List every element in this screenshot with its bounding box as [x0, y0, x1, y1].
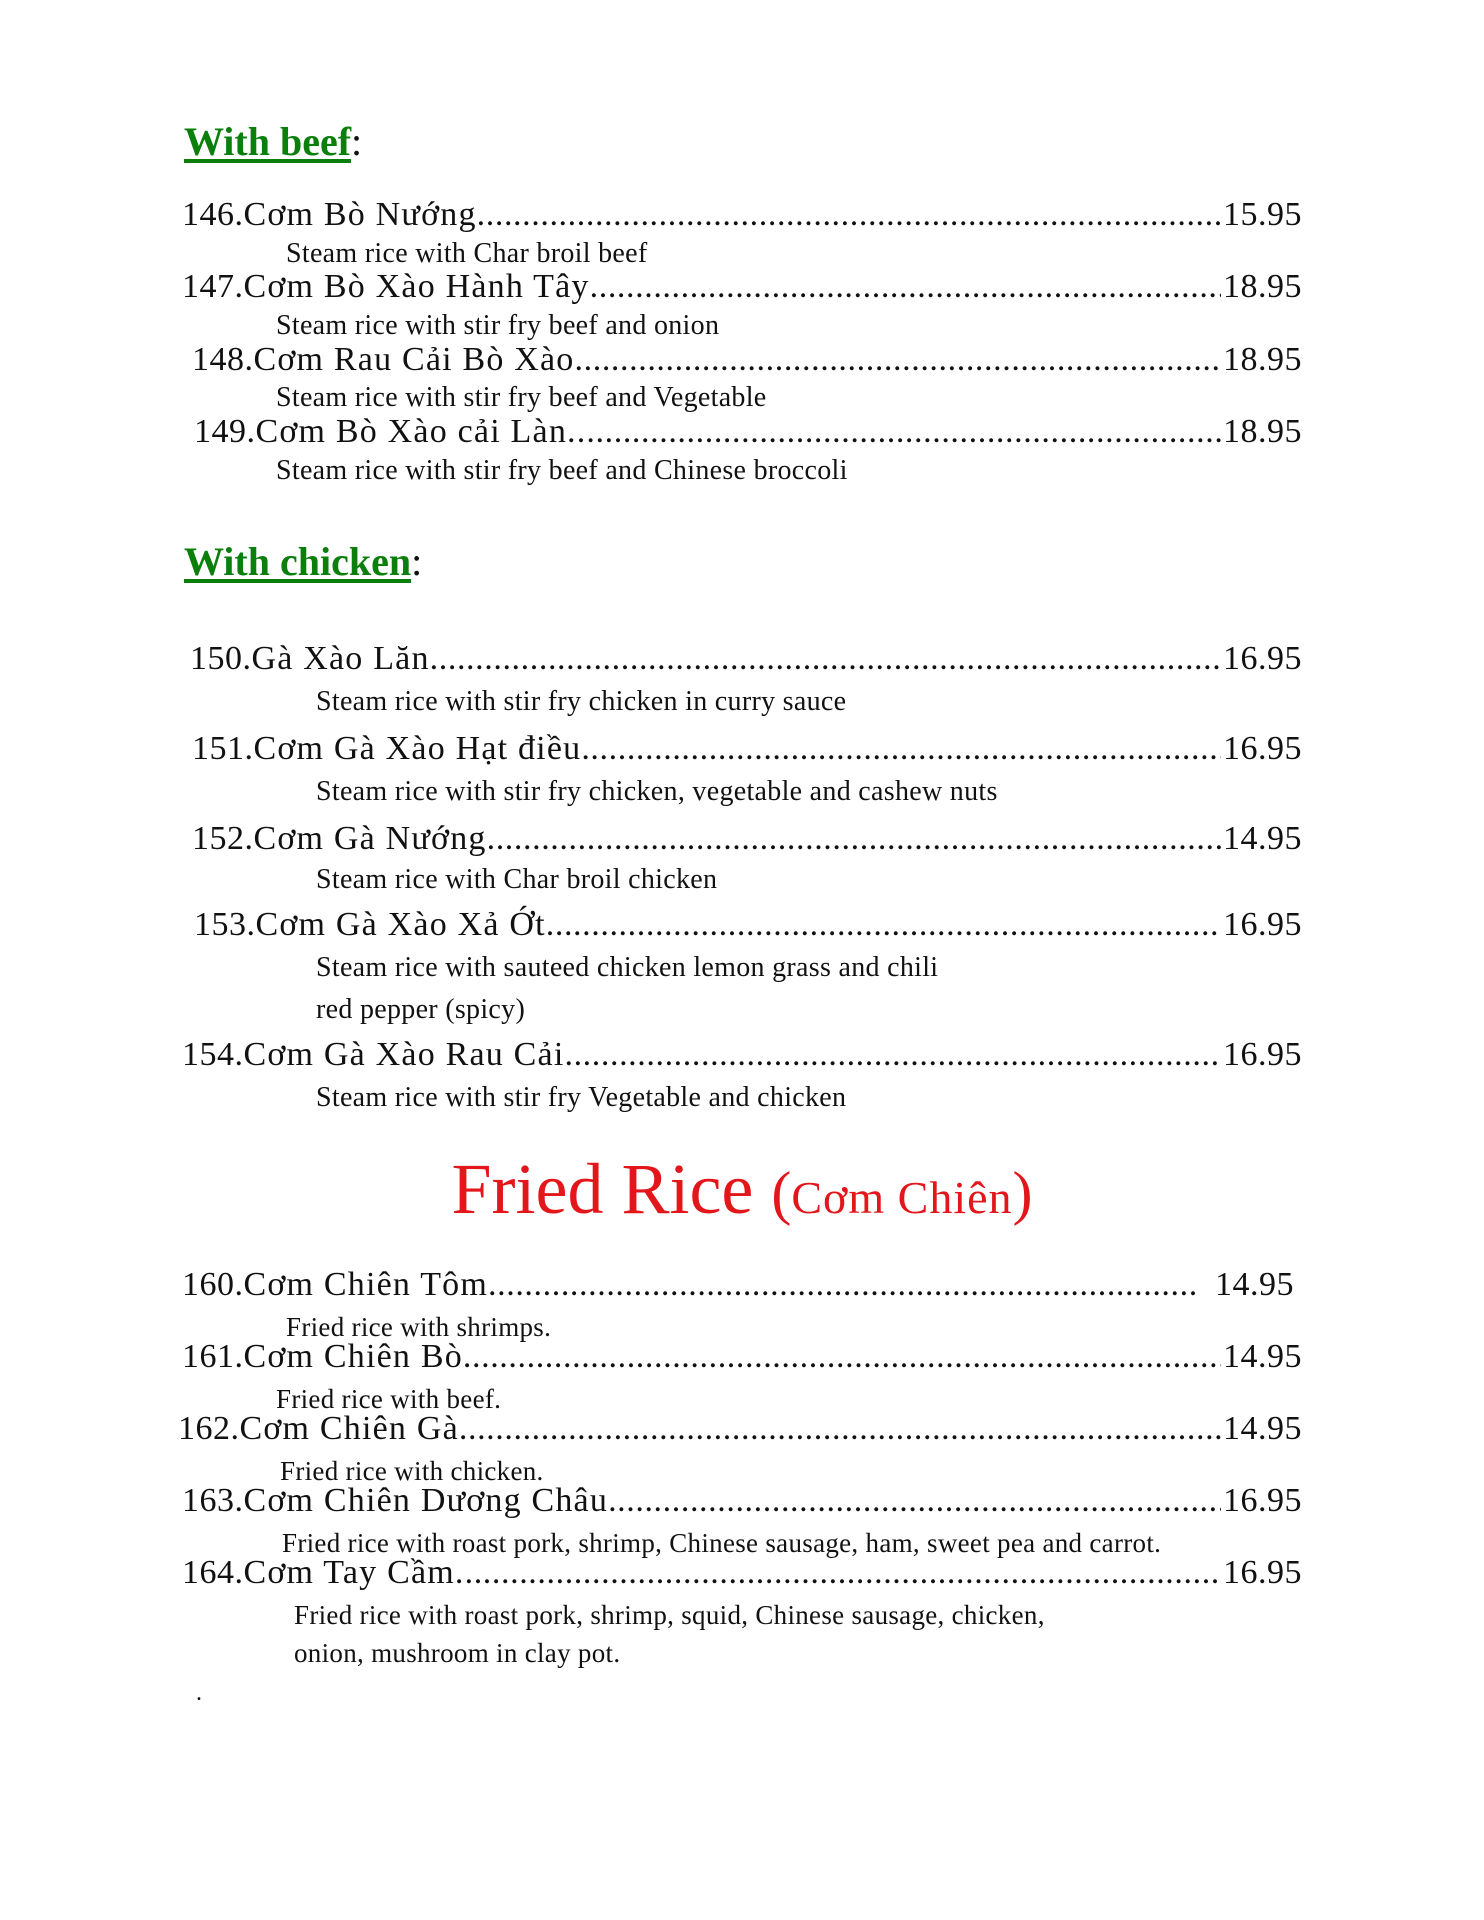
menu-item-154 — [182, 1036, 1302, 1074]
menu-item-160 — [182, 1266, 1294, 1304]
item-name: Cơm Bò Nướng — [243, 196, 477, 233]
item-number: 152. — [192, 820, 254, 857]
item-price: 14.95 — [1223, 820, 1302, 857]
menu-item-163 — [182, 1482, 1302, 1520]
item-number: 154. — [182, 1036, 244, 1073]
item-price: 14.95 — [1223, 1410, 1302, 1447]
item-price: 16.95 — [1223, 1554, 1302, 1591]
item-description: Steam rice with stir fry beef and onion — [276, 310, 720, 341]
section-heading-beef-text: With beef — [184, 119, 352, 164]
item-description: Fried rice with roast pork, shrimp, Chinese sausage, ham, sweet pea and carrot. — [282, 1528, 1162, 1558]
item-name: Cơm Chiên Gà — [239, 1410, 459, 1447]
item-name: Cơm Tay Cầm. — [243, 1554, 465, 1591]
section-heading-colon: : — [351, 119, 363, 164]
leader-dots — [581, 730, 1221, 768]
item-description: Fried rice with roast pork, shrimp, squid, Chinese sausage, chicken, — [294, 1600, 1045, 1630]
item-description: Steam rice with Char broil chicken — [316, 864, 718, 895]
section-heading-chicken-text: With chicken — [184, 539, 412, 584]
menu-item-149 — [182, 413, 1302, 451]
fried-rice-title-open-paren: ( — [771, 1160, 792, 1226]
leader-dots — [488, 1266, 1195, 1304]
item-name: Cơm Chiên Tôm — [243, 1266, 489, 1303]
item-price: 14.95 — [1197, 1266, 1294, 1303]
fried-rice-title-close-paren: ) — [1012, 1160, 1033, 1226]
leader-dots — [459, 1410, 1221, 1448]
item-price: 14.95 — [1223, 1338, 1302, 1375]
menu-item-153 — [182, 906, 1302, 944]
item-number: 162. — [178, 1410, 240, 1447]
item-name: Gà Xào Lăn — [251, 640, 430, 677]
item-name: Cơm Chiên Bò — [243, 1338, 463, 1375]
menu-item-147 — [182, 268, 1302, 306]
leader-dots — [575, 341, 1221, 379]
leader-dots — [463, 1338, 1221, 1376]
item-number: 148. — [192, 341, 254, 378]
item-number: 163. — [182, 1482, 244, 1519]
item-number: 146. — [182, 196, 244, 233]
menu-item-162 — [178, 1410, 1302, 1448]
item-number: 153. — [194, 906, 256, 943]
item-description: Fried rice with beef. — [276, 1384, 502, 1414]
leader-dots — [487, 820, 1221, 858]
item-name: Cơm Rau Cải Bò Xào — [253, 341, 575, 378]
item-number: 164. — [182, 1554, 244, 1591]
menu-item-164 — [182, 1554, 1302, 1592]
item-price: 18.95 — [1223, 413, 1302, 450]
item-price: 15.95 — [1223, 196, 1302, 233]
item-description: Steam rice with Char broil beef — [286, 238, 648, 269]
item-price: 18.95 — [1223, 341, 1302, 378]
leader-dots — [546, 906, 1221, 944]
item-name: Cơm Gà Xào Rau Cải — [243, 1036, 565, 1073]
item-name: Cơm Gà Xào Xả Ớt — [255, 906, 546, 943]
item-number: 150. — [190, 640, 252, 677]
item-price: 16.95 — [1223, 906, 1302, 943]
item-name: Cơm Gà Nướng — [253, 820, 487, 857]
section-heading-beef — [184, 118, 362, 165]
fried-rice-title — [0, 1148, 1484, 1231]
menu-item-146 — [182, 196, 1302, 234]
item-description: Steam rice with stir fry chicken, vegetable and cashew nuts — [316, 776, 998, 807]
item-description: Steam rice with stir fry chicken in curry sauce — [316, 686, 847, 717]
menu-item-161 — [182, 1338, 1302, 1376]
leader-dots — [465, 1554, 1221, 1592]
menu-item-150 — [182, 640, 1302, 678]
item-description: Steam rice with stir fry Vegetable and chicken — [316, 1082, 847, 1113]
leader-dots — [477, 196, 1221, 234]
item-description: Fried rice with shrimps. — [286, 1312, 552, 1342]
item-price: 16.95 — [1223, 1036, 1302, 1073]
section-heading-chicken — [184, 538, 422, 585]
section-heading-colon: : — [411, 539, 423, 584]
leader-dots — [586, 413, 1221, 451]
item-price: 18.95 — [1223, 268, 1302, 305]
item-number: 151. — [192, 730, 254, 767]
item-price: 16.95 — [1223, 640, 1302, 677]
item-description-continued: onion, mushroom in clay pot. — [294, 1638, 621, 1668]
menu-item-148 — [182, 341, 1302, 379]
item-description: Steam rice with stir fry beef and Chinese broccoli — [276, 455, 848, 486]
leader-dots — [430, 640, 1221, 678]
fried-rice-title-main: Fried Rice — [451, 1149, 772, 1229]
item-number: 147. — [182, 268, 244, 305]
item-price: 16.95 — [1223, 730, 1302, 767]
item-name: Cơm Chiên Dương Châu — [243, 1482, 609, 1519]
item-description: Steam rice with sauteed chicken lemon grass and chili — [316, 952, 939, 983]
item-description-continued: red pepper (spicy) — [316, 994, 526, 1025]
menu-item-152 — [182, 820, 1302, 858]
item-name: Cơm Bò Xào Hành Tây — [243, 268, 590, 305]
leader-dots — [590, 268, 1221, 306]
item-price: 16.95 — [1223, 1482, 1302, 1519]
item-number: 161. — [182, 1338, 244, 1375]
footer-mark: . — [196, 1680, 202, 1706]
item-name: Cơm Bò Xào cải Làn.. — [255, 413, 587, 450]
item-name: Cơm Gà Xào Hạt điều — [253, 730, 582, 767]
item-number: 149. — [194, 413, 256, 450]
item-description: Fried rice with chicken. — [280, 1456, 544, 1486]
leader-dots — [564, 1036, 1221, 1074]
item-description: Steam rice with stir fry beef and Vegetable — [276, 382, 767, 413]
fried-rice-title-vietnamese: Cơm Chiên — [791, 1172, 1013, 1223]
leader-dots — [608, 1482, 1221, 1520]
menu-item-151 — [182, 730, 1302, 768]
item-number: 160. — [182, 1266, 244, 1303]
